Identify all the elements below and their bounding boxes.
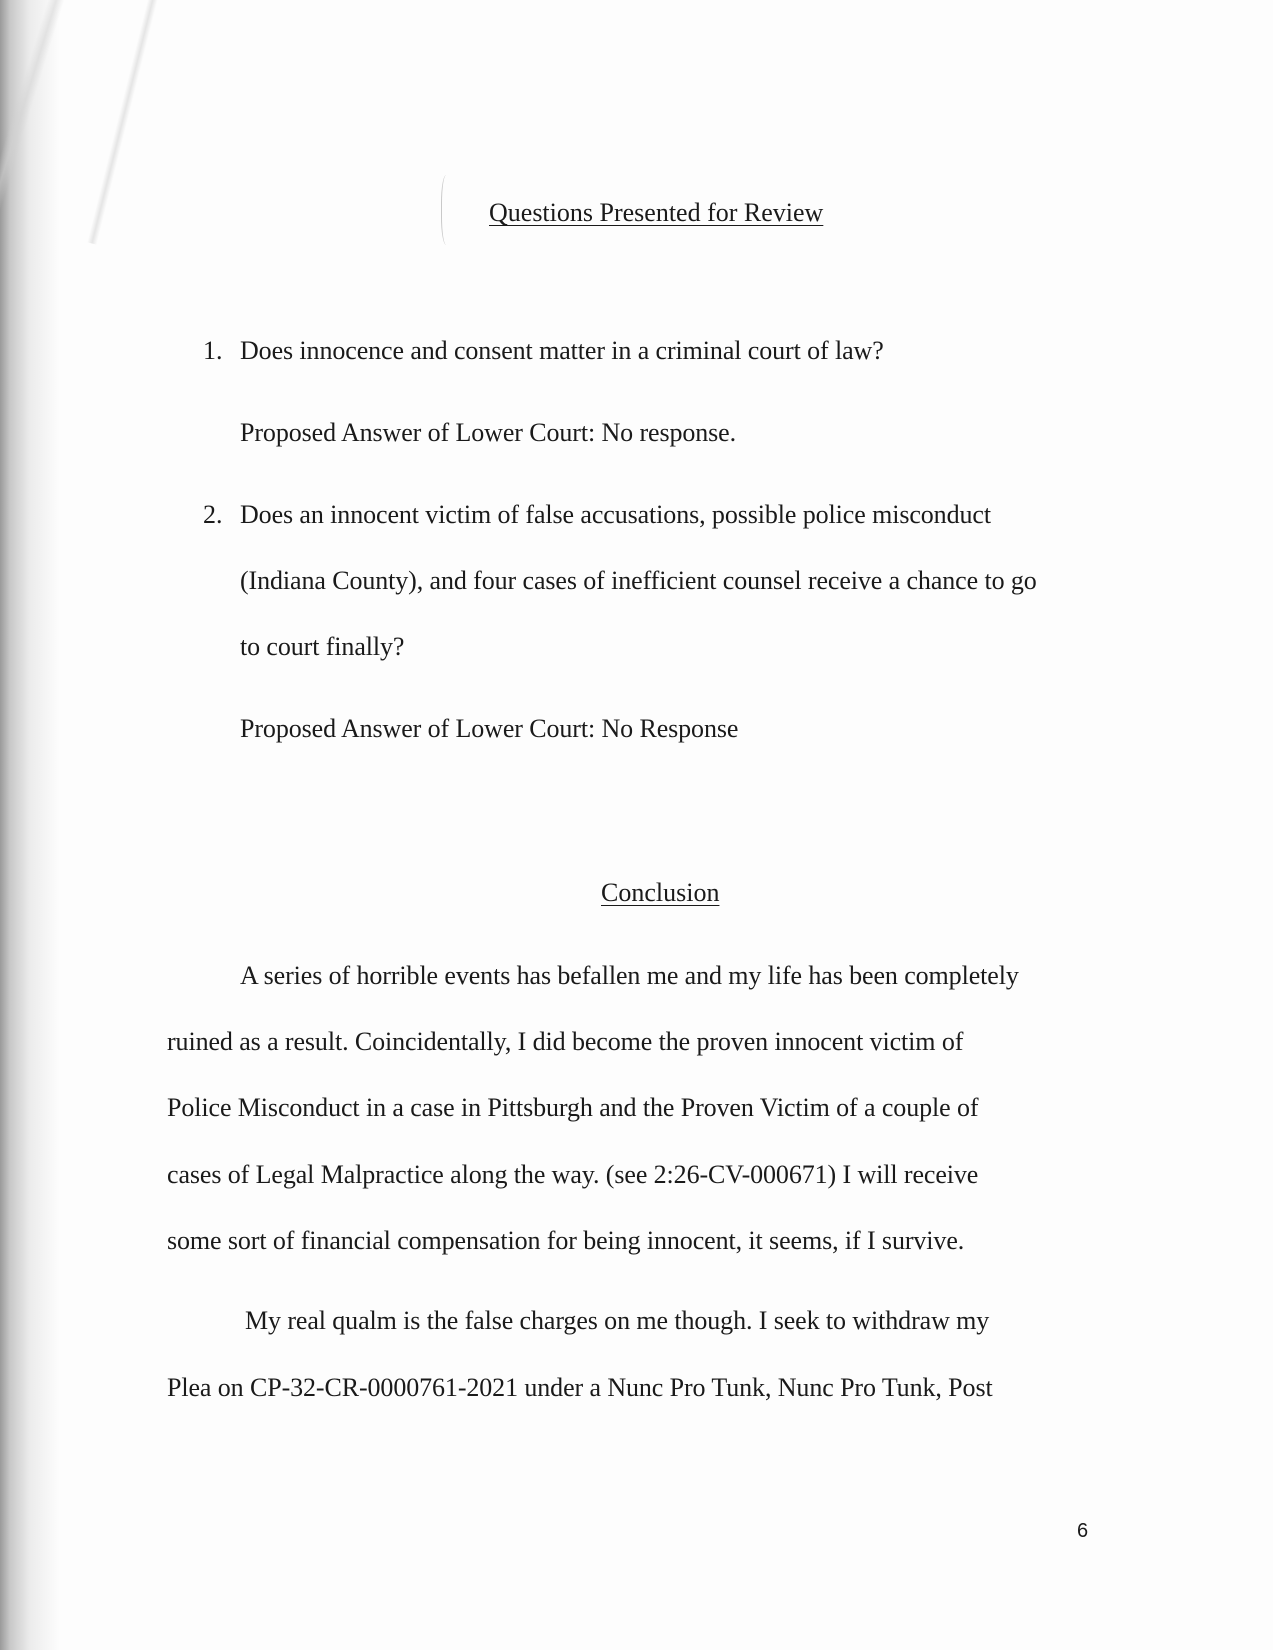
scan-binding-shadow [0, 0, 60, 1650]
question-2-text-line: (Indiana County), and four cases of inefficient counsel receive a chance to go [240, 566, 1037, 595]
question-1-proposed-answer: Proposed Answer of Lower Court: No response. [240, 418, 737, 447]
conclusion-paragraph-1-line: ruined as a result. Coincidentally, I did become the proven innocent victim of [167, 1027, 964, 1056]
conclusion-paragraph-1-line: Police Misconduct in a case in Pittsburgh and the Proven Victim of a couple of [167, 1093, 979, 1122]
page-number: 6 [1077, 1520, 1089, 1542]
conclusion-paragraph-2-line: My real qualm is the false charges on me though. I seek to withdraw my [245, 1306, 990, 1335]
question-2-number: 2. [203, 500, 223, 529]
conclusion-paragraph-2-line: Plea on CP-32-CR-0000761-2021 under a Nunc Pro Tunk, Nunc Pro Tunk, Post [167, 1373, 993, 1402]
conclusion-paragraph-1-line: some sort of financial compensation for being innocent, it seems, if I survive. [167, 1226, 965, 1255]
questions-heading: Questions Presented for Review [489, 198, 824, 227]
question-2-proposed-answer: Proposed Answer of Lower Court: No Response [240, 714, 739, 743]
question-2-text-line: to court finally? [240, 632, 405, 661]
conclusion-paragraph-1-line: cases of Legal Malpractice along the way. (see 2:26-CV-000671) I will receive [167, 1160, 979, 1189]
question-1-text: Does innocence and consent matter in a criminal court of law? [240, 336, 884, 365]
conclusion-paragraph-1-line: A series of horrible events has befallen me and my life has been completely [240, 961, 1019, 990]
question-2-text-line: Does an innocent victim of false accusations, possible police misconduct [240, 500, 991, 529]
conclusion-heading: Conclusion [601, 878, 720, 907]
scan-streak [87, 0, 160, 245]
pencil-bracket-mark [441, 175, 454, 245]
question-1-number: 1. [203, 336, 223, 365]
